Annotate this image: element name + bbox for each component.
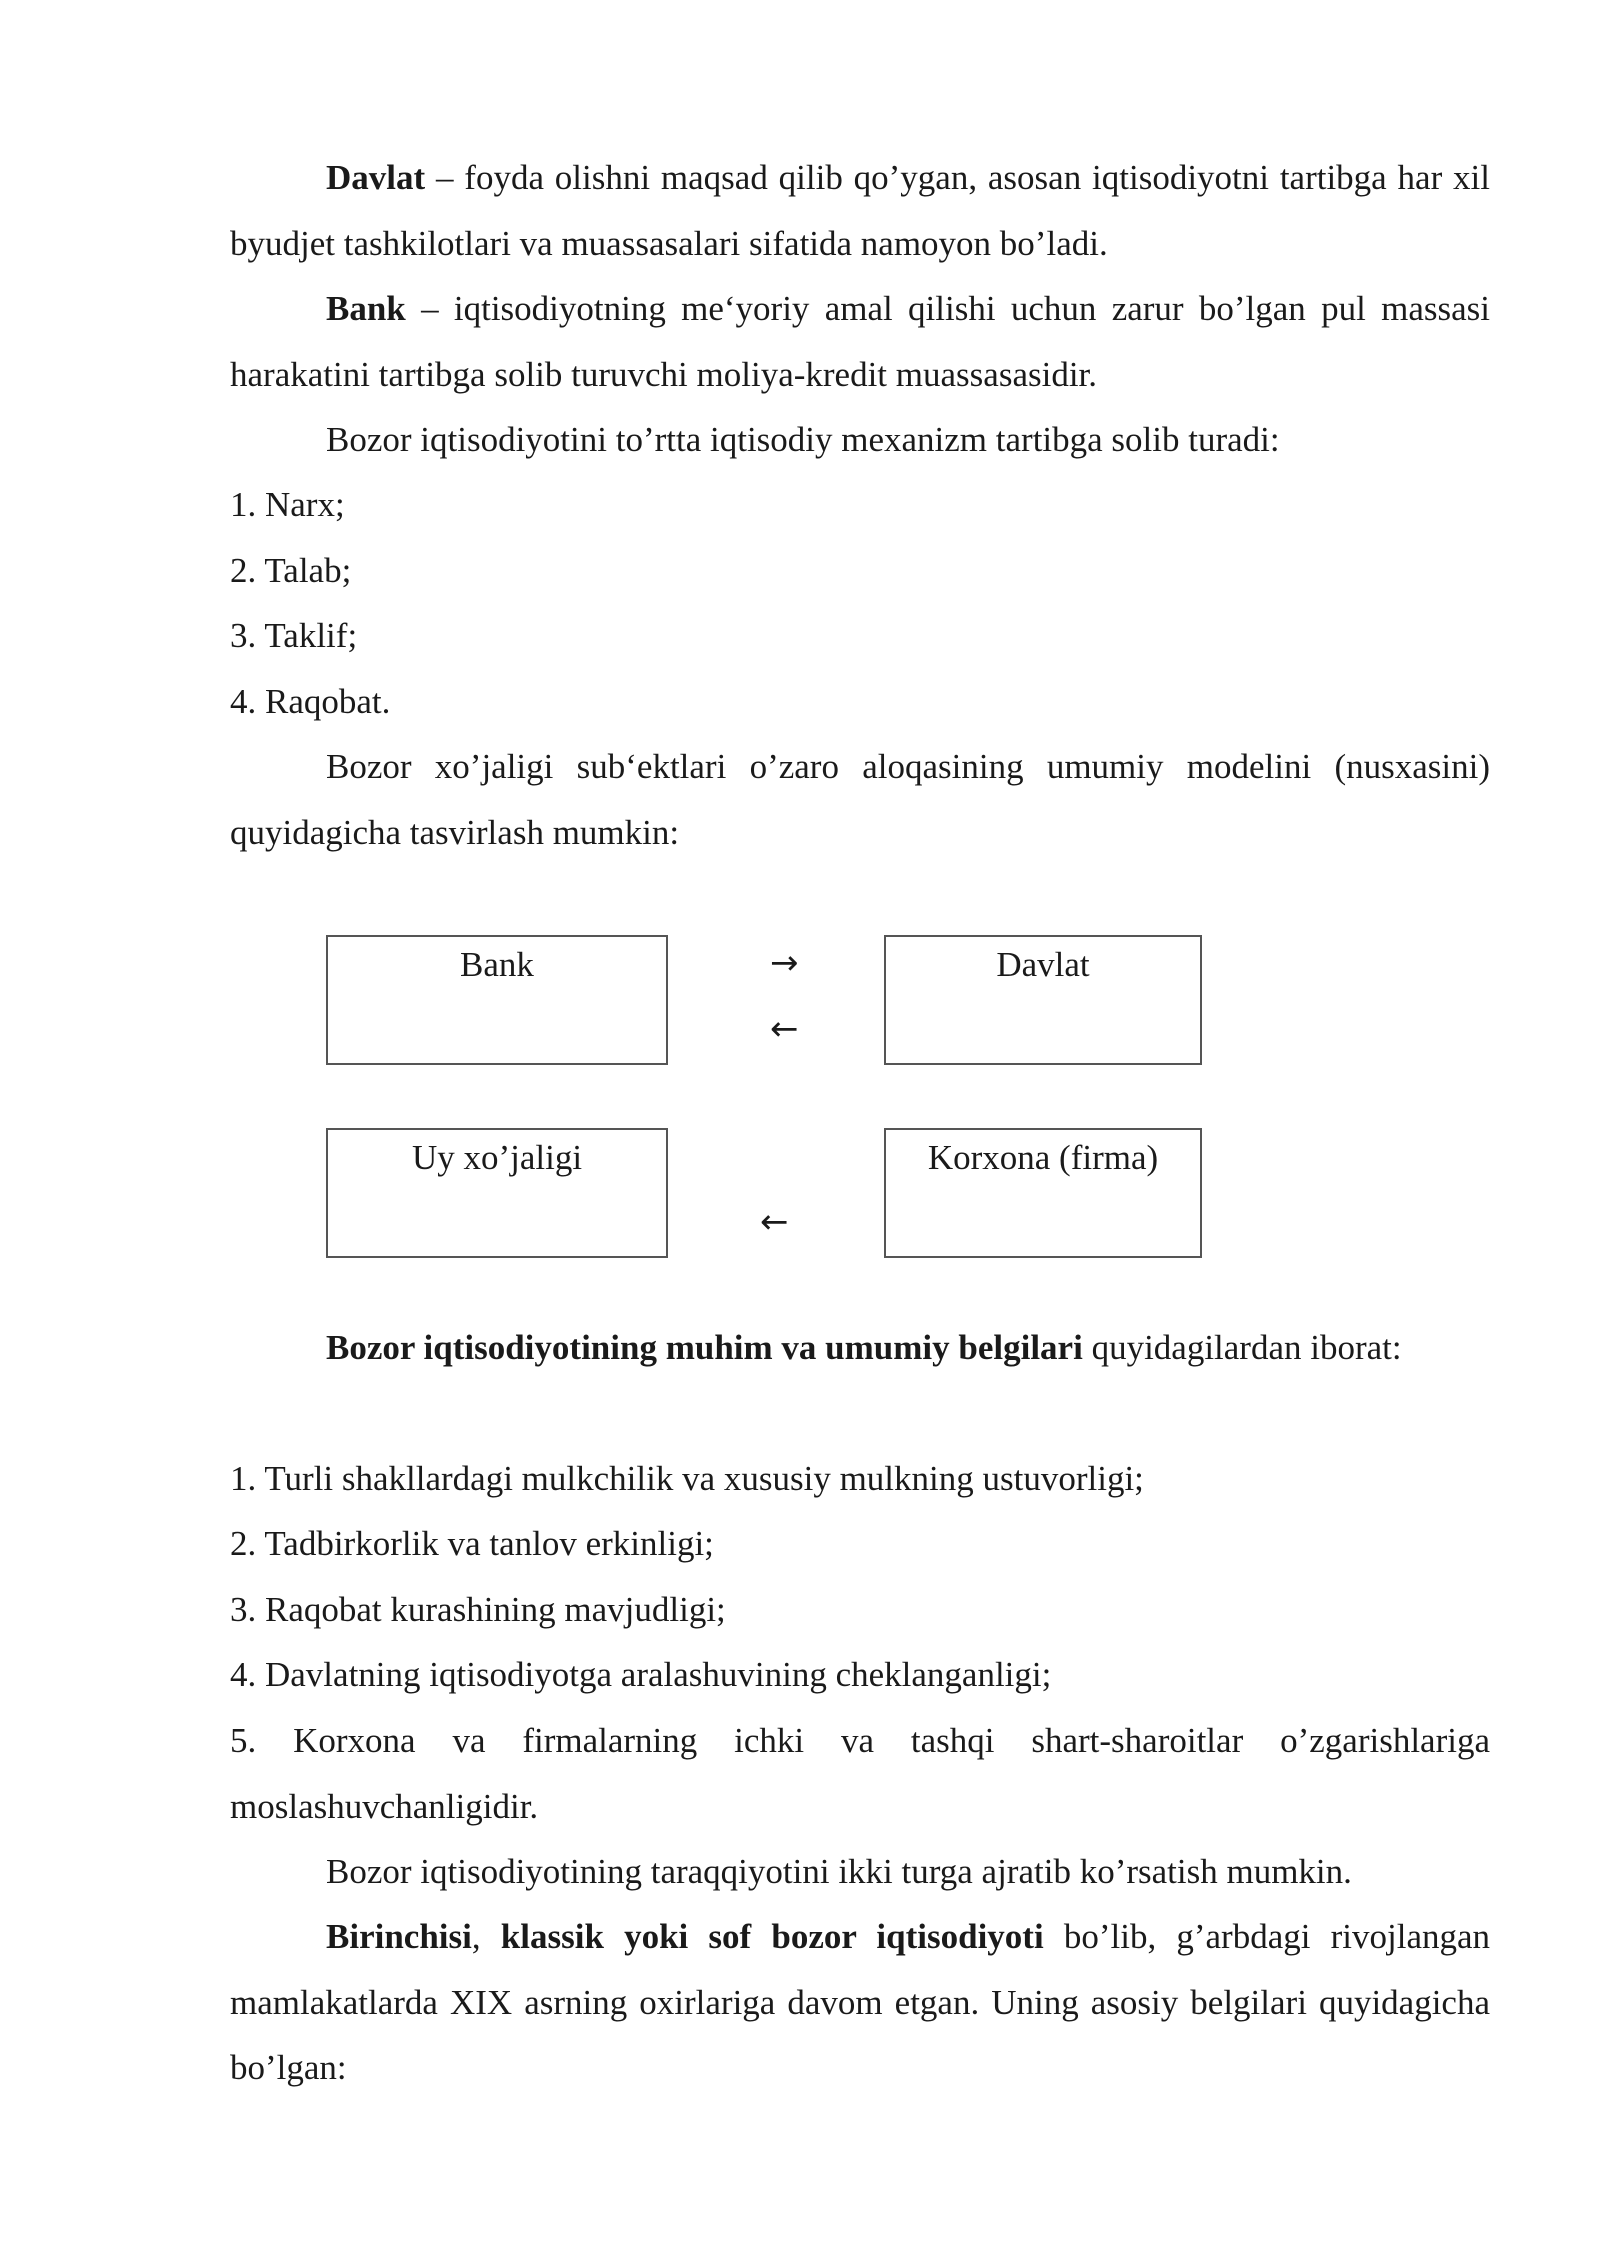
paragraph-bank-text: – iqtisodiyotning me‘yoriy amal qilishi uchun zarur bo’lgan pul massasi harakatini tartibga solib turuvchi moliya-kredit muassasasidir.	[230, 289, 1490, 394]
box-davlat: Davlat	[884, 935, 1202, 1065]
box-bank: Bank	[326, 935, 668, 1065]
paragraph-classic	[230, 1904, 1490, 2101]
paragraph-mechanisms: Bozor iqtisodiyotini to’rtta iqtisodiy mexanizm tartibga solib turadi:	[326, 420, 1280, 459]
paragraph-model: Bozor xo’jaligi sub‘ektlari o’zaro aloqasining umumiy modelini (nusxasini) quyidagicha tasvirlash mumkin:	[230, 747, 1490, 852]
list-item-narx: 1. Narx;	[230, 485, 345, 524]
term-klassik: klassik yoki sof bozor iqtisodiyoti	[500, 1917, 1044, 1956]
box-korxona: Korxona (firma)	[884, 1128, 1202, 1258]
paragraph-classic-text: bo’lib, g’arbdagi rivojlangan mamlakatlarda XIX asrning oxirlariga davom etgan. Uning asosiy belgilari quyidagicha bo’lgan:	[230, 1917, 1491, 2087]
list-item-moslashuvchanlik: 5. Korxona va firmalarning ichki va tashqi shart-sharoitlar o’zgarishlariga moslashuvchanligidir.	[230, 1721, 1490, 1826]
arrow-right-icon: →	[770, 943, 799, 983]
list-item-talab: 2. Talab;	[230, 551, 352, 590]
paragraph-davlat-text: – foyda olishni maqsad qilib qo’ygan, asosan iqtisodiyotni tartibga har xil byudjet tashkilotlari va muassasalari sifatida namoyon bo’ladi.	[230, 158, 1490, 263]
separator: ,	[471, 1917, 501, 1956]
paragraph-davlat	[230, 145, 1490, 276]
paragraph-features-text: quyidagilardan iborat:	[1082, 1328, 1402, 1367]
term-bank: Bank	[326, 289, 406, 328]
box-uy-xojaligi: Uy xo’jaligi	[326, 1128, 668, 1258]
list-item-raqobat: 4. Raqobat.	[230, 682, 391, 721]
list-item-davlat-aralashuvi: 4. Davlatning iqtisodiyotga aralashuvining cheklanganligi;	[230, 1655, 1052, 1694]
list-item-taklif: 3. Taklif;	[230, 616, 358, 655]
paragraph-two-types: Bozor iqtisodiyotining taraqqiyotini ikki turga ajratib ko’rsatish mumkin.	[326, 1852, 1352, 1891]
term-davlat: Davlat	[326, 158, 426, 197]
list-item-raqobat-kurashi: 3. Raqobat kurashining mavjudligi;	[230, 1590, 726, 1629]
paragraph-features	[230, 1315, 1490, 1381]
arrow-left-icon: ←	[770, 1009, 799, 1049]
term-birinchisi: Birinchisi	[326, 1917, 472, 1956]
list-item-tadbirkorlik: 2. Tadbirkorlik va tanlov erkinligi;	[230, 1524, 714, 1563]
list-item-mulkchilik: 1. Turli shakllardagi mulkchilik va xususiy mulkning ustuvorligi;	[230, 1459, 1144, 1498]
paragraph-bank	[230, 276, 1490, 407]
term-features: Bozor iqtisodiyotining muhim va umumiy belgilari	[326, 1328, 1083, 1367]
arrow-left-icon: ←	[760, 1202, 789, 1242]
